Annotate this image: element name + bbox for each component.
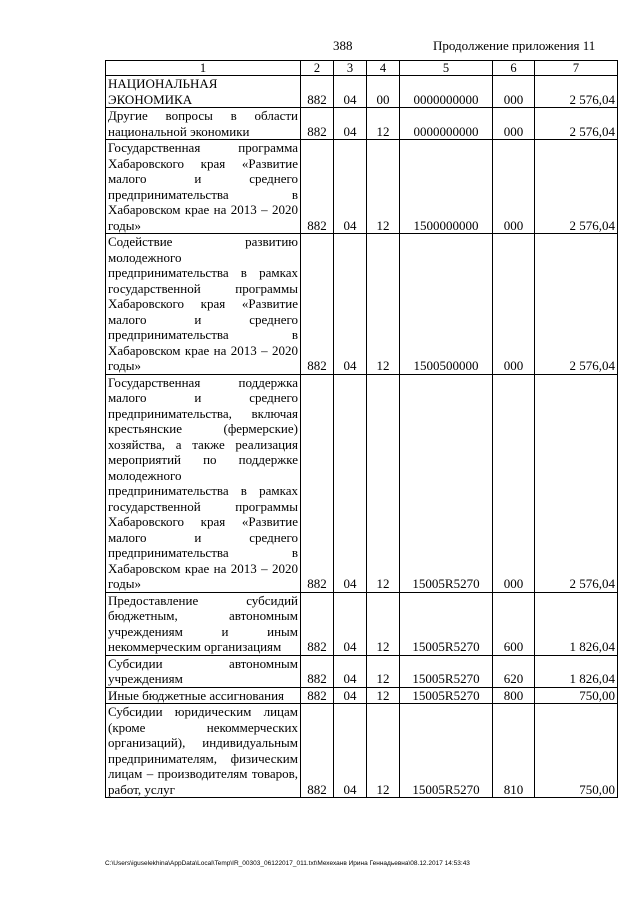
cell-amount: 1 826,04 <box>535 655 618 687</box>
table-row <box>106 655 618 687</box>
cell-subsection: 12 <box>367 108 400 140</box>
cell-target-code: 1500500000 <box>400 234 493 375</box>
row-name: Субсидии юридическим лицам (кроме некоммерческих организаций), индивидуальным предпринимателям, физическим лицам – производителям товаров, работ, услуг <box>106 704 301 798</box>
page-number: 388 <box>333 38 353 53</box>
cell-target-code: 15005R5270 <box>400 592 493 655</box>
row-name: Содействие развитию молодежного предпринимательства в рамках государственной программы Хабаровского края «Развитие малого и среднего предпринимательства в Хабаровском крае на 2013 – 2020 годы» <box>106 234 301 375</box>
cell-expense-type: 000 <box>493 140 535 234</box>
cell-ministry-code: 882 <box>301 140 334 234</box>
cell-expense-type: 000 <box>493 76 535 108</box>
table-row <box>106 592 618 655</box>
cell-expense-type: 600 <box>493 592 535 655</box>
cell-ministry-code: 882 <box>301 108 334 140</box>
cell-amount: 2 576,04 <box>535 76 618 108</box>
cell-section: 04 <box>334 76 367 108</box>
cell-section: 04 <box>334 704 367 798</box>
table-row <box>106 687 618 704</box>
cell-amount: 2 576,04 <box>535 374 618 592</box>
cell-section: 04 <box>334 655 367 687</box>
cell-section: 04 <box>334 592 367 655</box>
table-row <box>106 76 618 108</box>
column-number-row <box>106 61 618 76</box>
table-row <box>106 140 618 234</box>
row-name: Субсидии автономным учреждениям <box>106 655 301 687</box>
cell-section: 04 <box>334 374 367 592</box>
document-path-footer: C:\Users\iguselekhina\AppData\Local\Temp\IR_00303_06122017_011.txt\Мехеханв Ирина Геннадьевна\08.12.2017 14:53:43 <box>105 860 470 867</box>
cell-ministry-code: 882 <box>301 374 334 592</box>
cell-target-code: 15005R5270 <box>400 687 493 704</box>
cell-amount: 750,00 <box>535 687 618 704</box>
cell-amount: 2 576,04 <box>535 140 618 234</box>
cell-subsection: 12 <box>367 592 400 655</box>
cell-section: 04 <box>334 234 367 375</box>
table-row <box>106 108 618 140</box>
cell-subsection: 12 <box>367 234 400 375</box>
column-header: 5 <box>400 61 493 76</box>
cell-amount: 2 576,04 <box>535 234 618 375</box>
row-name: Государственная поддержка малого и среднего предпринимательства, включая крестьянские (фермерские) хозяйства, а также реализация мероприятий по поддержке молодежного предпринимательства в рамках государственной программы Хабаровского края «Развитие малого и среднего предпринимательства в Хабаровском крае на 2013 – 2020 годы» <box>106 374 301 592</box>
cell-ministry-code: 882 <box>301 76 334 108</box>
cell-target-code: 0000000000 <box>400 108 493 140</box>
column-header: 3 <box>334 61 367 76</box>
row-name: Другие вопросы в области национальной экономики <box>106 108 301 140</box>
cell-subsection: 12 <box>367 374 400 592</box>
cell-expense-type: 000 <box>493 108 535 140</box>
page-header <box>0 38 640 56</box>
table-row <box>106 704 618 798</box>
cell-amount: 1 826,04 <box>535 592 618 655</box>
column-header: 7 <box>535 61 618 76</box>
cell-amount: 750,00 <box>535 704 618 798</box>
cell-target-code: 15005R5270 <box>400 655 493 687</box>
cell-subsection: 12 <box>367 140 400 234</box>
cell-target-code: 15005R5270 <box>400 704 493 798</box>
row-name: Предоставление субсидий бюджетным, автономным учреждениям и иным некоммерческим организациям <box>106 592 301 655</box>
cell-subsection: 12 <box>367 704 400 798</box>
cell-expense-type: 810 <box>493 704 535 798</box>
cell-expense-type: 800 <box>493 687 535 704</box>
cell-subsection: 12 <box>367 687 400 704</box>
cell-amount: 2 576,04 <box>535 108 618 140</box>
budget-table <box>105 60 618 798</box>
column-header: 4 <box>367 61 400 76</box>
table-row <box>106 374 618 592</box>
cell-expense-type: 620 <box>493 655 535 687</box>
cell-target-code: 0000000000 <box>400 76 493 108</box>
cell-subsection: 00 <box>367 76 400 108</box>
cell-subsection: 12 <box>367 655 400 687</box>
cell-ministry-code: 882 <box>301 704 334 798</box>
cell-ministry-code: 882 <box>301 687 334 704</box>
cell-ministry-code: 882 <box>301 592 334 655</box>
row-name: Иные бюджетные ассигнования <box>106 687 301 704</box>
cell-ministry-code: 882 <box>301 234 334 375</box>
cell-expense-type: 000 <box>493 234 535 375</box>
cell-target-code: 1500000000 <box>400 140 493 234</box>
table-row <box>106 234 618 375</box>
cell-target-code: 15005R5270 <box>400 374 493 592</box>
column-header: 2 <box>301 61 334 76</box>
appendix-continuation-note: Продолжение приложения 11 <box>433 38 596 53</box>
cell-section: 04 <box>334 140 367 234</box>
cell-section: 04 <box>334 687 367 704</box>
column-header: 6 <box>493 61 535 76</box>
column-header: 1 <box>106 61 301 76</box>
row-name: НАЦИОНАЛЬНАЯ ЭКОНОМИКА <box>106 76 301 108</box>
cell-ministry-code: 882 <box>301 655 334 687</box>
row-name: Государственная программа Хабаровского края «Развитие малого и среднего предпринимательства в Хабаровском крае на 2013 – 2020 годы» <box>106 140 301 234</box>
cell-expense-type: 000 <box>493 374 535 592</box>
cell-section: 04 <box>334 108 367 140</box>
